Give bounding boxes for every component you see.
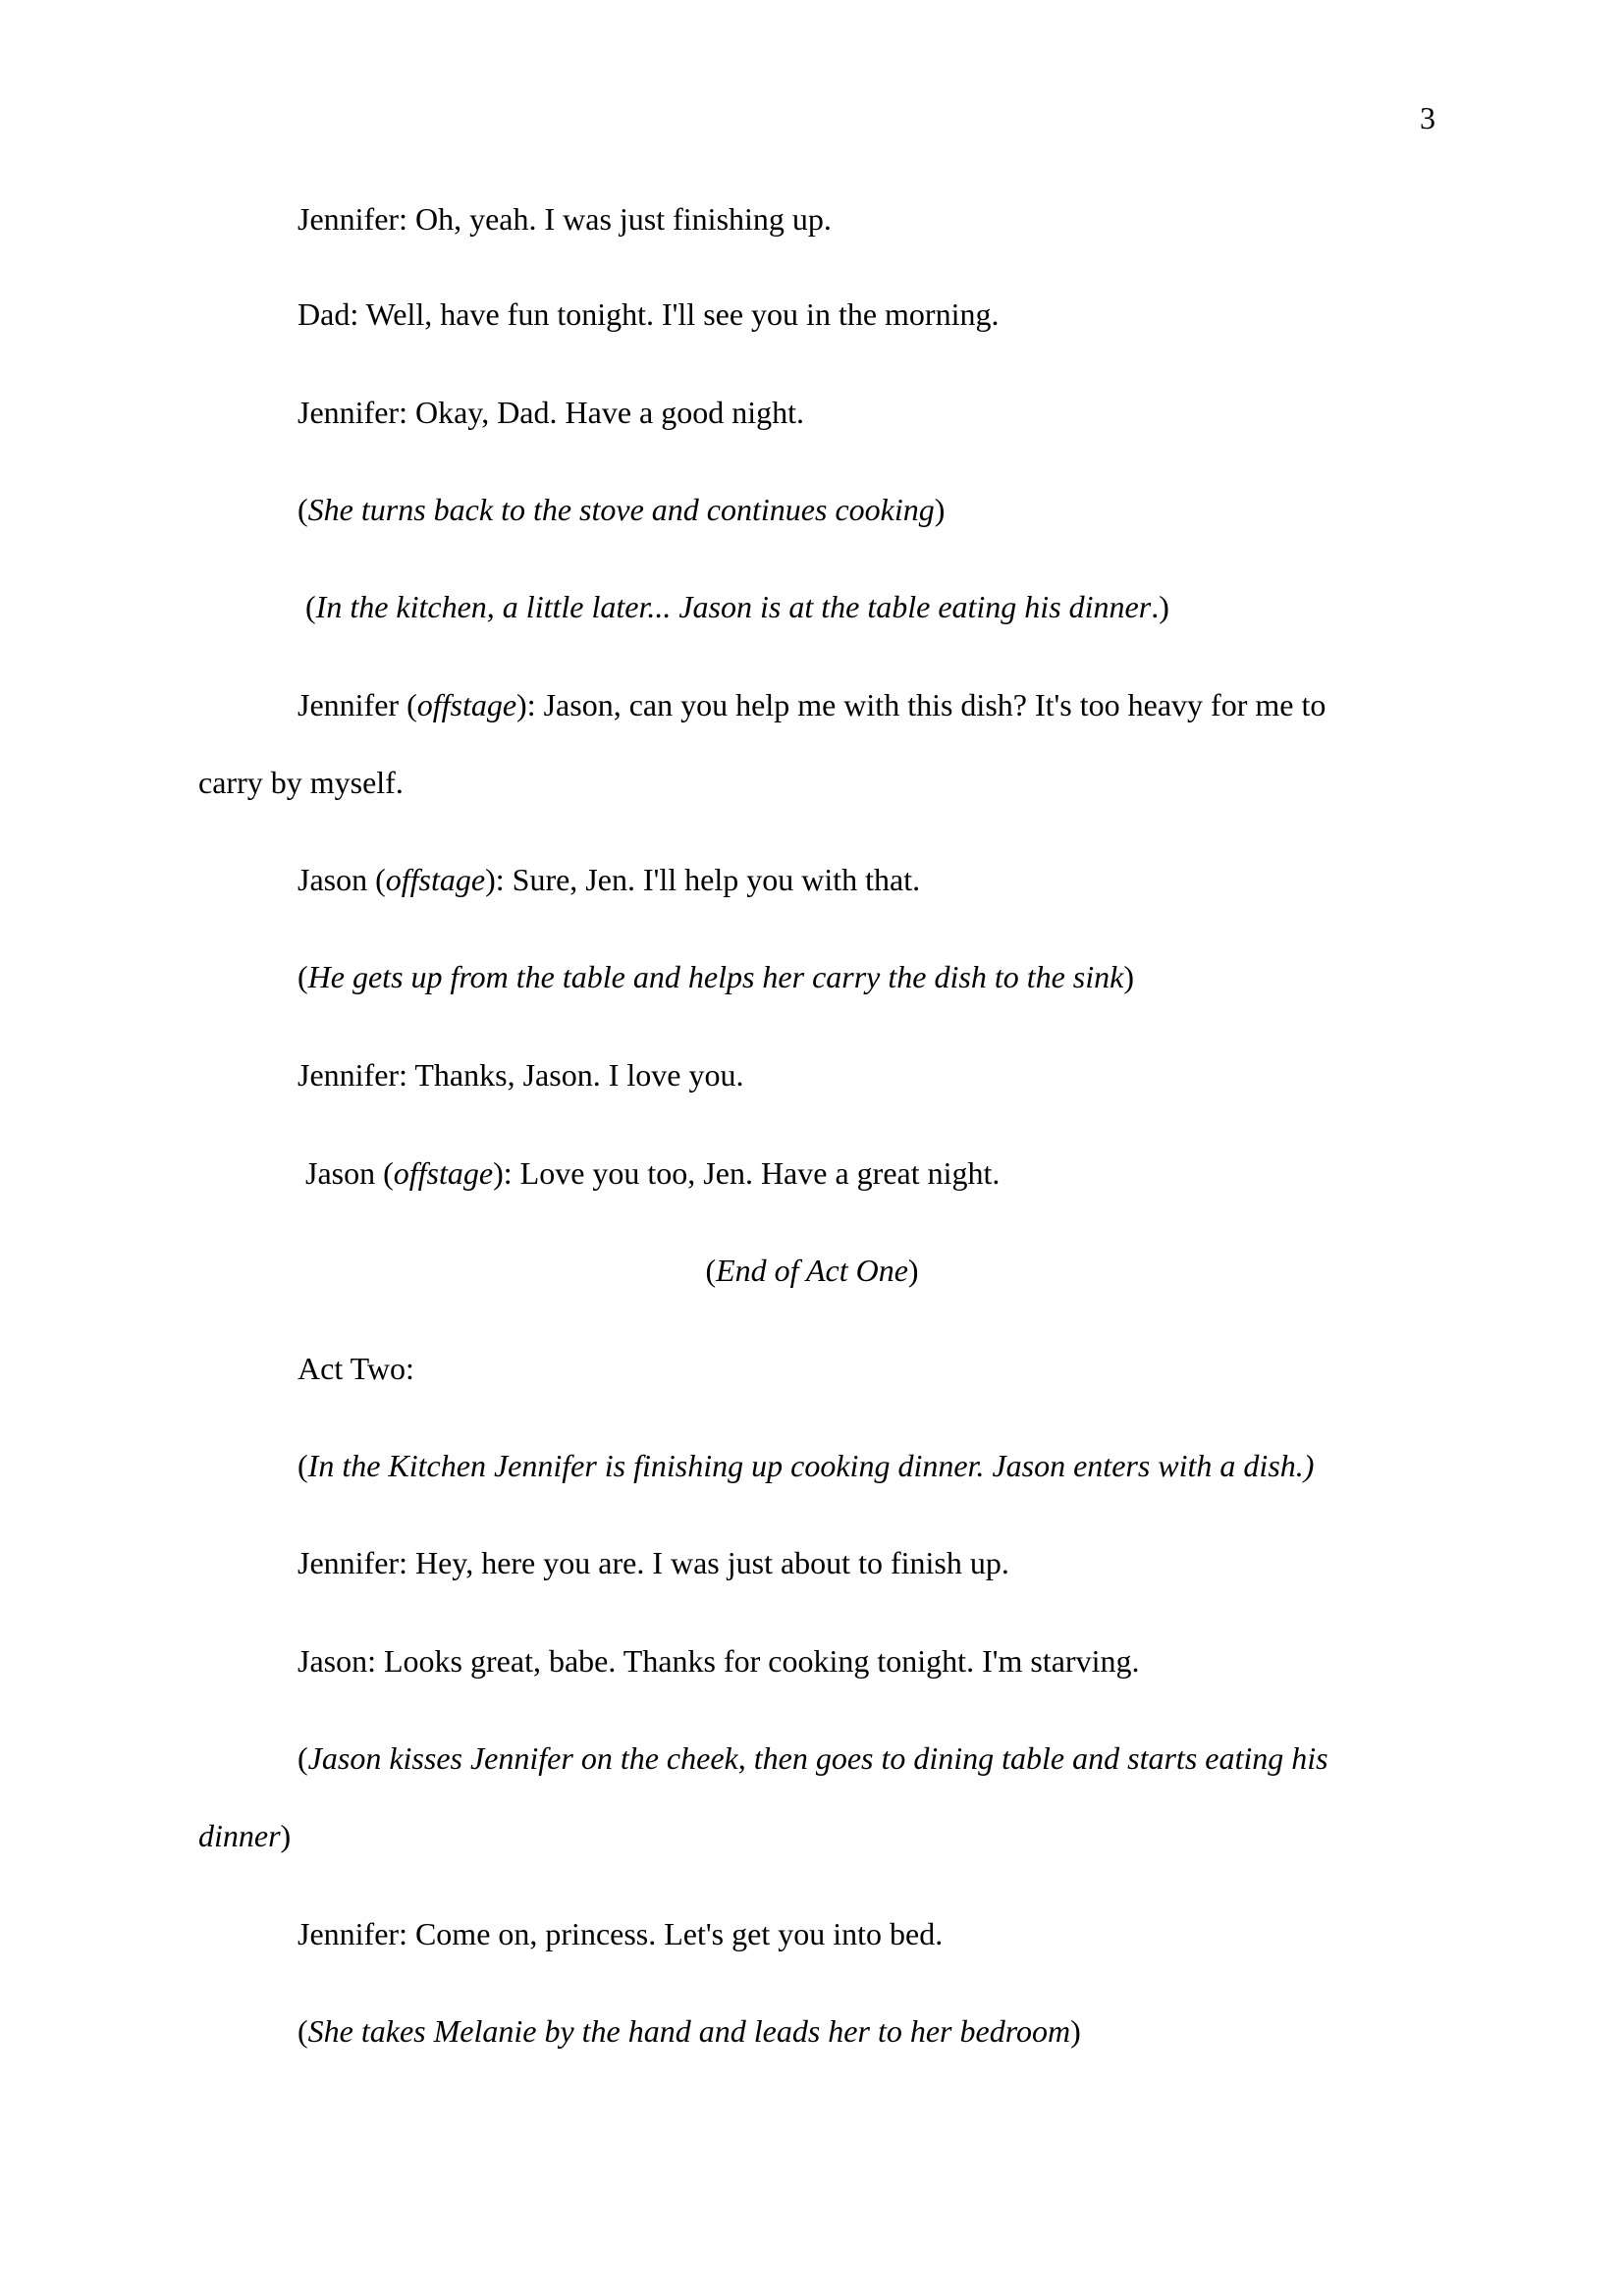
dialogue-line: Jason (offstage): Sure, Jen. I'll help you with that.	[298, 862, 921, 897]
dialogue-line: Jennifer: Thanks, Jason. I love you.	[298, 1057, 744, 1093]
stage-direction: (She turns back to the stove and continues cooking)	[298, 492, 946, 527]
stage-direction: (In the Kitchen Jennifer is finishing up cooking dinner. Jason enters with a dish.)	[298, 1448, 1315, 1483]
stage-direction: (She takes Melanie by the hand and leads her to her bedroom)	[298, 2013, 1081, 2049]
dialogue-line: Jennifer: Come on, princess. Let's get you into bed.	[298, 1916, 944, 1951]
dialogue-line: Jennifer (offstage): Jason, can you help me with this dish? It's too heavy for me to	[298, 687, 1326, 722]
dialogue-line: Jennifer: Okay, Dad. Have a good night.	[298, 395, 804, 430]
dialogue-line: Jennifer: Hey, here you are. I was just about to finish up.	[298, 1545, 1009, 1580]
act-end-marker: (End of Act One)	[705, 1253, 919, 1288]
stage-direction-continuation: dinner)	[198, 1818, 292, 1853]
act-heading: Act Two:	[298, 1351, 414, 1386]
dialogue-line-continuation: carry by myself.	[198, 765, 404, 800]
dialogue-line: Jason: Looks great, babe. Thanks for cooking tonight. I'm starving.	[298, 1643, 1140, 1679]
dialogue-line: Jennifer: Oh, yeah. I was just finishing up.	[298, 201, 832, 237]
page-number: 3	[1420, 100, 1435, 135]
stage-direction: (Jason kisses Jennifer on the cheek, then goes to dining table and starts eating his	[298, 1740, 1328, 1776]
dialogue-line: Jason (offstage): Love you too, Jen. Have a great night.	[305, 1155, 1001, 1191]
stage-direction: (In the kitchen, a little later... Jason is at the table eating his dinner.)	[305, 589, 1169, 624]
stage-direction: (He gets up from the table and helps her carry the dish to the sink)	[298, 959, 1134, 994]
dialogue-line: Dad: Well, have fun tonight. I'll see you in the morning.	[298, 296, 1000, 332]
